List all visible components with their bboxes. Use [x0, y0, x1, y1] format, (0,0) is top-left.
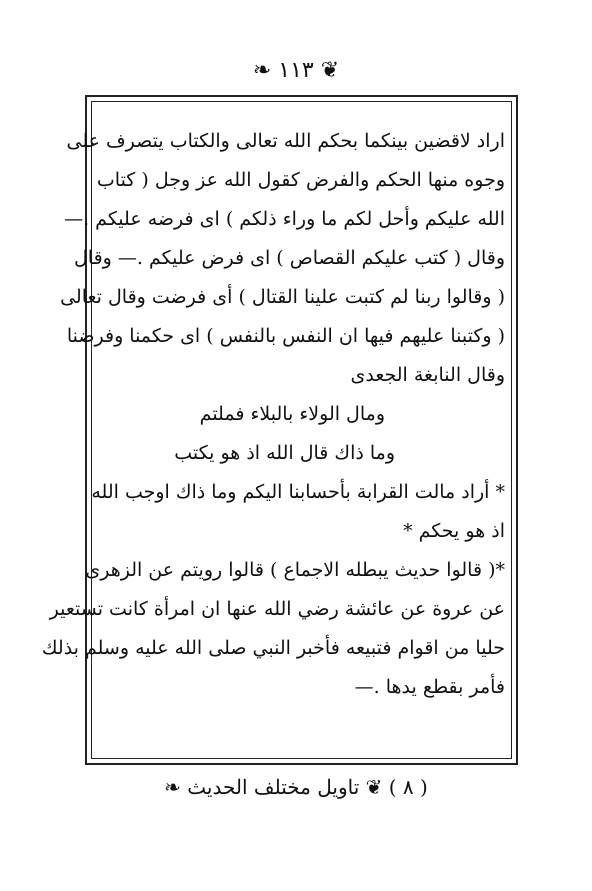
page-number: ❦ ١١٣ ❧ [252, 58, 340, 83]
text-line: الله عليكم وأحل لكم ما وراء ذلكم ) اى فرضه عليكم .— [64, 208, 505, 230]
text-line: اذ هو يحكم * [403, 520, 505, 542]
book-title-footer: ( ٨ ) ❦ تاويل مختلف الحديث ❧ [164, 775, 428, 799]
text-line: حليا من اقوام فتبيعه فأخبر النبي صلى الله عليه وسلم بذلك [41, 637, 505, 659]
text-line: وجوه منها الحكم والفرض كقول الله عز وجل ( كتاب [96, 169, 505, 191]
text-line: فأمر بقطع يدها .— [354, 676, 505, 698]
body-text [41, 122, 505, 707]
text-line: * أراد مالت القرابة بأحسابنا اليكم وما ذاك اوجب الله [91, 481, 505, 503]
text-line: وقال ( كتب عليكم القصاص ) اى فرض عليكم .— وقال [74, 247, 505, 269]
text-line: اراد لاقضين بينكما بحكم الله تعالى والكتاب يتصرف على [66, 130, 505, 152]
section-heading-line: *( قالوا حديث يبطله الاجماع ) قالوا رويتم عن الزهرى [85, 559, 505, 581]
text-line: عن عروة عن عائشة رضي الله عنها ان امرأة كانت تستعير [49, 598, 505, 620]
poem-verse: ومال الولاء بالبلاء فملتم [199, 403, 385, 425]
text-line: ( وكتبنا عليهم فيها ان النفس بالنفس ) اى حكمنا وفرضنا [66, 325, 505, 347]
text-line: وقال النابغة الجعدى [350, 364, 505, 386]
poem-verse: وما ذاك قال الله اذ هو يكتب [174, 442, 395, 464]
text-line: ( وقالوا ربنا لم كتبت علينا القتال ) أى فرضت وقال تعالى [60, 286, 505, 308]
